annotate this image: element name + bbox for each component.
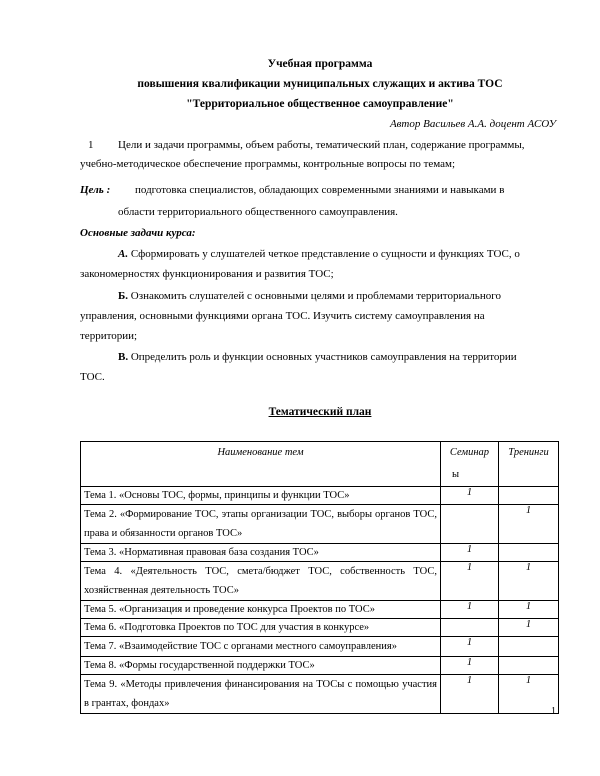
goal-text-line2: области территориального общественного самоуправления. <box>118 206 398 218</box>
trainings-cell <box>499 637 559 657</box>
task-a-text1: Сформировать у слушателей четкое представление о сущности и функциях ТОС, о <box>130 248 520 260</box>
trainings-cell: 1 <box>499 675 559 714</box>
intro-number: 1 <box>88 139 94 151</box>
thematic-plan-table <box>80 441 559 714</box>
header-topics: Наименование тем <box>81 442 441 487</box>
intro-text-line1: Цели и задачи программы, объем работы, тематический план, содержание программы, <box>118 139 525 151</box>
seminars-cell: 1 <box>441 562 499 601</box>
topic-cell: Тема 2. «Формирование ТОС, этапы организации ТОС, выборы органов ТОС, права и обязанности органов ТОС» <box>81 505 441 544</box>
task-b-line1 <box>118 285 560 307</box>
seminars-cell: 1 <box>441 637 499 657</box>
task-a-line1 <box>118 243 560 265</box>
trainings-cell: 1 <box>499 601 559 619</box>
intro-text-line2: учебно-методическое обеспечение программы, контрольные вопросы по темам; <box>80 158 456 170</box>
topic-cell: Тема 5. «Организация и проведение конкурса Проектов по ТОС» <box>81 601 441 619</box>
table-header-row <box>81 442 559 487</box>
task-v-line2: ТОС. <box>80 371 105 383</box>
task-b-label: Б. <box>118 290 129 302</box>
author-line: Автор Васильев А.А. доцент АСОУ <box>389 118 556 130</box>
topic-cell: Тема 3. «Нормативная правовая база создания ТОС» <box>81 544 441 562</box>
topic-cell: Тема 7. «Взаимодействие ТОС с органами местного самоуправления» <box>81 637 441 657</box>
page-number: 1 <box>551 706 556 717</box>
trainings-cell <box>499 544 559 562</box>
table-row <box>81 505 559 544</box>
goal-text-line1: подготовка специалистов, обладающих современными знаниями и навыками в <box>135 184 505 196</box>
table-row <box>81 657 559 675</box>
task-a-line2: закономерностях функционирования и развития ТОС; <box>80 268 334 280</box>
program-name: "Территориальное общественное самоуправление" <box>186 98 454 110</box>
seminars-cell: 1 <box>441 657 499 675</box>
seminars-cell: 1 <box>441 601 499 619</box>
topic-cell: Тема 4. «Деятельность ТОС, смета/бюджет ТОС, собственность ТОС, хозяйственная деятельность ТОС» <box>81 562 441 601</box>
table-row <box>81 544 559 562</box>
plan-title: Тематический план <box>268 406 372 418</box>
topic-cell: Тема 6. «Подготовка Проектов по ТОС для участия в конкурсе» <box>81 619 441 637</box>
trainings-cell <box>499 487 559 505</box>
trainings-cell: 1 <box>499 505 559 544</box>
goal-label: Цель : <box>80 184 111 196</box>
seminars-cell <box>441 505 499 544</box>
table-row <box>81 637 559 657</box>
topic-cell: Тема 1. «Основы ТОС, формы, принципы и функции ТОС» <box>81 487 441 505</box>
seminars-cell <box>441 619 499 637</box>
program-subtitle: повышения квалификации муниципальных служащих и актива ТОС <box>137 78 503 90</box>
task-a-label: А. <box>118 248 129 260</box>
seminars-cell: 1 <box>441 675 499 714</box>
topic-cell: Тема 9. «Методы привлечения финансирования на ТОСы с помощью участия в грантах, фондах» <box>81 675 441 714</box>
task-v-text1: Определить роль и функции основных участников самоуправления на территории <box>130 351 517 363</box>
task-v-label: В. <box>118 351 129 363</box>
trainings-cell: 1 <box>499 562 559 601</box>
tasks-heading: Основные задачи курса: <box>80 227 196 239</box>
table-row <box>81 675 559 714</box>
table-row <box>81 619 559 637</box>
header-seminars-line1: Семинар <box>449 447 490 458</box>
header-seminars <box>441 442 499 487</box>
table-row <box>81 601 559 619</box>
topic-cell: Тема 8. «Формы государственной поддержки ТОС» <box>81 657 441 675</box>
task-b-line3: территории; <box>80 330 138 342</box>
table-row <box>81 487 559 505</box>
task-b-line2: управления, основными функциями органа ТОС. Изучить систему самоуправления на <box>80 310 485 322</box>
trainings-cell <box>499 657 559 675</box>
task-b-text1: Ознакомить слушателей с основными целями и проблемами территориального <box>130 290 501 302</box>
program-title: Учебная программа <box>267 58 373 70</box>
trainings-cell: 1 <box>499 619 559 637</box>
table-row <box>81 562 559 601</box>
task-v-line1 <box>118 346 560 368</box>
seminars-cell: 1 <box>441 487 499 505</box>
header-seminars-line2: ы <box>452 469 460 480</box>
header-trainings: Тренинги <box>499 442 559 487</box>
seminars-cell: 1 <box>441 544 499 562</box>
